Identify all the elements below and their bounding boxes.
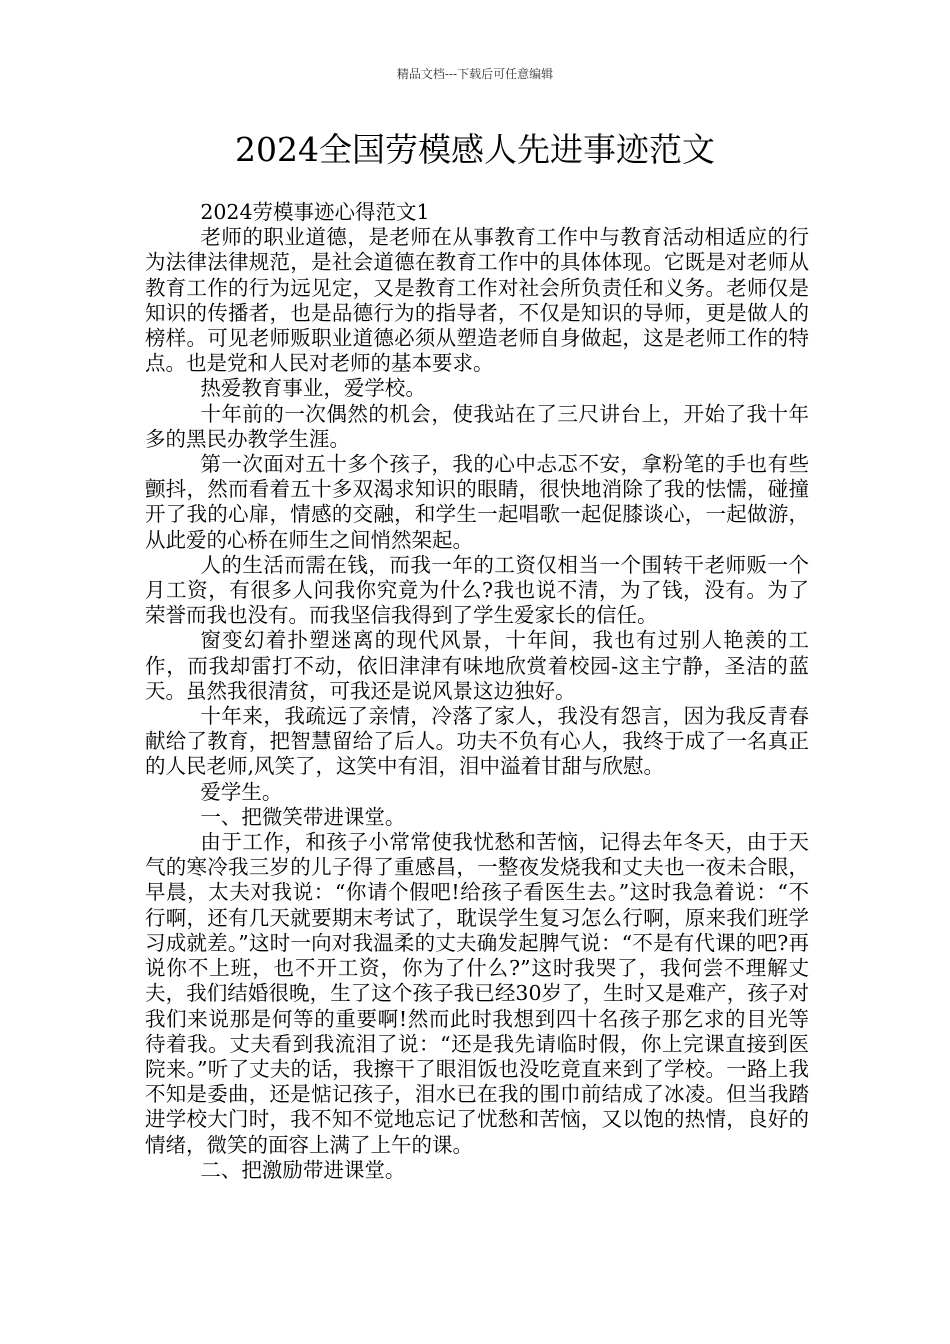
paragraph: 热爱教育事业，爱学校。 (200, 376, 426, 401)
document-body (145, 200, 809, 1183)
paragraph: 十年来，我疏远了亲情，冷落了家人，我没有怨言，因为我反青春献给了教育，把智慧留给了后人。功夫不负有心人，我终于成了一名真正的人民老师,风笑了，这笑中有泪，泪中溢着甘甜与欣慰。 (145, 704, 809, 779)
paragraph: 爱学生。 (200, 779, 283, 804)
paragraph: 人的生活而需在钱，而我一年的工资仅相当一个围转干老师贩一个月工资，有很多人问我你究竟为什么?我也说不清，为了钱，没有。为了荣誉而我也没有。而我坚信我得到了学生爱家长的信任。 (145, 552, 809, 628)
paragraph: 老师的职业道德，是老师在从事教育工作中与教育活动相适应的行为法律法律规范，是社会道德在教育工作中的具体体现。它既是对老师从教育工作的行为远见定，又是教育工作对社会所负责任和义务。老师仅是知识的传播者，也是品德行为的指导者，不仅是知识的导师，更是做人的榜样。可见老师贩职业道德必须从塑造老师自身做起，这是老师工作的特点。也是党和人民对老师的基本要求。 (145, 225, 809, 376)
paragraph: 一、把微笑带进课堂。 (200, 804, 406, 829)
paragraph: 二、把激励带进课堂。 (200, 1157, 406, 1182)
paragraph: 由于工作，和孩子小常常使我忧愁和苦恼，记得去年冬天，由于天气的寒冷我三岁的儿子得了重感昌，一整夜发烧我和丈夫也一夜未合眼，早晨，太夫对我说：“你请个假吧!给孩子看医生去。”这时我急着说：“不行啊，还有几天就要期末考试了，耽误学生复习怎么行啊，原来我们班学习成就差。”这时一向对我温柔的丈夫确发起脾气说：“不是有代课的吧?再说你不上班，也不开工资，你为了什么?”这时我哭了，我何尝不理解丈夫，我们结婚很晚，生了这个孩子我已经30岁了，生时又是难产，孩子对我们来说那是何等的重要啊!然而此时我想到四十名孩子那乞求的目光等待着我。丈夫看到我流泪了说：“还是我先请临时假，你上完课直接到医院来。”听了丈夫的话，我擦干了眼泪饭也没吃竟直来到了学校。一路上我不知是委曲，还是惦记孩子，泪水已在我的围巾前结成了冰凌。但当我踏进学校大门时，我不知不觉地忘记了忧愁和苦恼，又以饱的热情，良好的情绪，微笑的面容上满了上午的课。 (145, 830, 809, 1157)
document-title: 2024全国劳模感人先进事迹范文 (235, 130, 715, 169)
paragraph: 窗变幻着扑塑迷离的现代风景，十年间，我也有过别人艳羡的工作，而我却雷打不动，依旧津津有味地欣赏着校园-这主宁静，圣洁的蓝天。虽然我很清贫，可我还是说风景这边独好。 (145, 628, 809, 703)
header-note: 精品文档---下载后可任意编辑 (396, 67, 554, 81)
paragraph: 第一次面对五十多个孩子，我的心中忐忑不安，拿粉笔的手也有些颤抖，然而看着五十多双渴求知识的眼睛，很快地消除了我的怯懦，碰撞开了我的心扉，情感的交融，和学生一起唱歌一起促膝谈心，一起做游，从此爱的心桥在师生之间悄然架起。 (145, 452, 809, 552)
section-heading: 2024劳模事迹心得范文1 (200, 200, 430, 224)
paragraph: 十年前的一次偶然的机会，使我站在了三尺讲台上，开始了我十年多的黑民办教学生涯。 (145, 401, 809, 451)
